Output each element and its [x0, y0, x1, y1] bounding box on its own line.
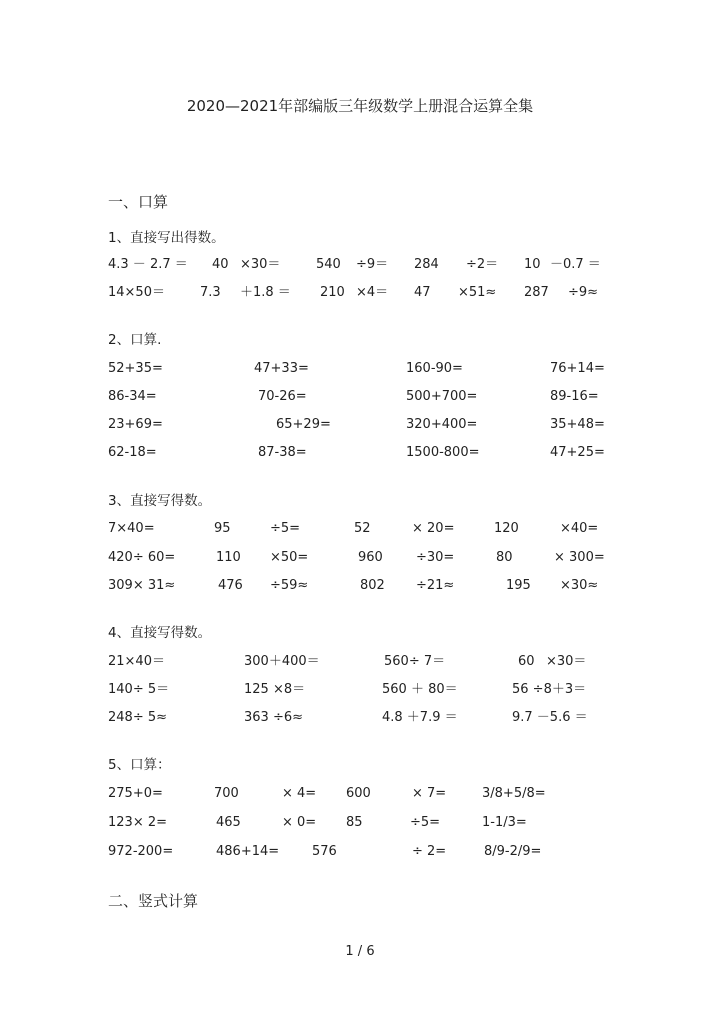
problem-text: 960 — [358, 550, 383, 565]
problem-text: 700 — [214, 786, 239, 801]
problem-text: ÷2＝ — [466, 257, 499, 272]
problem-text: 35+48= — [550, 417, 605, 432]
problem-text: 9.7 －5.6 ＝ — [512, 710, 588, 725]
problem-text: 76+14= — [550, 361, 605, 376]
problem-text: 1-1/3= — [482, 815, 527, 830]
problem-text: 60 — [518, 654, 535, 669]
problem-text: 4.3 － 2.7 ＝ — [108, 257, 188, 272]
problem-text: ×30＝ — [240, 257, 281, 272]
problem-text: 287 — [524, 285, 549, 300]
problem-text: 3/8+5/8= — [482, 786, 546, 801]
subsection-heading-3: 3、直接写得数。 — [108, 493, 212, 509]
problem-text: 65+29= — [276, 417, 331, 432]
problem-text: 195 — [506, 578, 531, 593]
problem-text: 123× 2= — [108, 815, 168, 830]
problem-text: 47+25= — [550, 445, 605, 460]
problem-text: 248÷ 5≈ — [108, 710, 168, 725]
problem-text: 120 — [494, 521, 519, 536]
problem-text: 110 — [216, 550, 241, 565]
page-number: 1 / 6 — [345, 944, 375, 959]
subsection-heading-1: 1、直接写出得数。 — [108, 230, 225, 246]
problem-text: ×51≈ — [458, 285, 497, 300]
problem-text: ×50= — [270, 550, 309, 565]
problem-text: 7.3 — [200, 285, 221, 300]
problem-text: 47+33= — [254, 361, 309, 376]
problem-text: 14×50＝ — [108, 285, 165, 300]
problem-text: ×30＝ — [546, 654, 587, 669]
problem-text: 47 — [414, 285, 431, 300]
problem-text: × 0= — [282, 815, 317, 830]
problem-text: 56 ÷8＋3＝ — [512, 682, 587, 697]
problem-text: 95 — [214, 521, 231, 536]
problem-text: 972-200= — [108, 844, 174, 859]
document-title: 2020—2021年部编版三年级数学上册混合运算全集 — [186, 97, 534, 115]
problem-text: 89-16= — [550, 389, 599, 404]
problem-text: 4.8 ＋7.9 ＝ — [382, 710, 458, 725]
problem-text: 560÷ 7＝ — [384, 654, 446, 669]
problem-text: 600 — [346, 786, 371, 801]
problem-text: ÷21≈ — [416, 578, 455, 593]
problem-text: ×30≈ — [560, 578, 599, 593]
problem-text: 10 — [524, 257, 541, 272]
subsection-heading-5: 5、口算： — [108, 757, 171, 773]
problem-text: 320+400= — [406, 417, 478, 432]
problem-text: 21×40＝ — [108, 654, 165, 669]
problem-text: 576 — [312, 844, 337, 859]
problem-text: × 7= — [412, 786, 447, 801]
problem-text: 363 ÷6≈ — [244, 710, 304, 725]
problem-text: 86-34= — [108, 389, 157, 404]
problem-text: ÷30= — [416, 550, 455, 565]
problem-text: 160-90= — [406, 361, 463, 376]
problem-text: 284 — [414, 257, 439, 272]
problem-text: ×4＝ — [356, 285, 389, 300]
problem-text: × 300= — [554, 550, 605, 565]
problem-text: 8/9-2/9= — [484, 844, 542, 859]
problem-text: ÷ 2= — [412, 844, 447, 859]
problem-text: ＋1.8 ＝ — [240, 285, 291, 300]
problem-text: 802 — [360, 578, 385, 593]
problem-text: 560 ＋ 80＝ — [382, 682, 458, 697]
problem-text: 500+700= — [406, 389, 478, 404]
subsection-heading-2: 2、口算. — [108, 332, 162, 348]
problem-text: ×40= — [560, 521, 599, 536]
problem-text: 85 — [346, 815, 363, 830]
problem-text: 465 — [216, 815, 241, 830]
problem-text: 40 — [212, 257, 229, 272]
problem-text: 476 — [218, 578, 243, 593]
problem-text: × 4= — [282, 786, 317, 801]
problem-text: 210 — [320, 285, 345, 300]
problem-text: 23+69= — [108, 417, 163, 432]
problem-text: 486+14= — [216, 844, 280, 859]
problem-text: 300＋400＝ — [244, 654, 320, 669]
problem-text: ÷9＝ — [356, 257, 389, 272]
problem-text: 309× 31≈ — [108, 578, 176, 593]
problem-text: 52+35= — [108, 361, 163, 376]
problem-text: 540 — [316, 257, 341, 272]
subsection-heading-4: 4、直接写得数。 — [108, 625, 212, 641]
problem-text: ÷59≈ — [270, 578, 309, 593]
problem-text: × 20= — [412, 521, 455, 536]
problem-text: 52 — [354, 521, 371, 536]
problem-text: 125 ×8＝ — [244, 682, 306, 697]
section-heading-vertical: 二、竖式计算 — [108, 892, 199, 910]
problem-text: 7×40= — [108, 521, 155, 536]
problem-text: ÷9≈ — [568, 285, 599, 300]
problem-text: ÷5= — [270, 521, 301, 536]
problem-text: －0.7 ＝ — [550, 257, 601, 272]
problem-text: 62-18= — [108, 445, 157, 460]
section-heading-oral: 一、口算 — [108, 193, 169, 211]
problem-text: 140÷ 5＝ — [108, 682, 170, 697]
problem-text: 420÷ 60= — [108, 550, 176, 565]
problem-text: 87-38= — [258, 445, 307, 460]
problem-text: 70-26= — [258, 389, 307, 404]
problem-text: 275+0= — [108, 786, 163, 801]
problem-text: 80 — [496, 550, 513, 565]
problem-text: 1500-800= — [406, 445, 480, 460]
problem-text: ÷5= — [410, 815, 441, 830]
